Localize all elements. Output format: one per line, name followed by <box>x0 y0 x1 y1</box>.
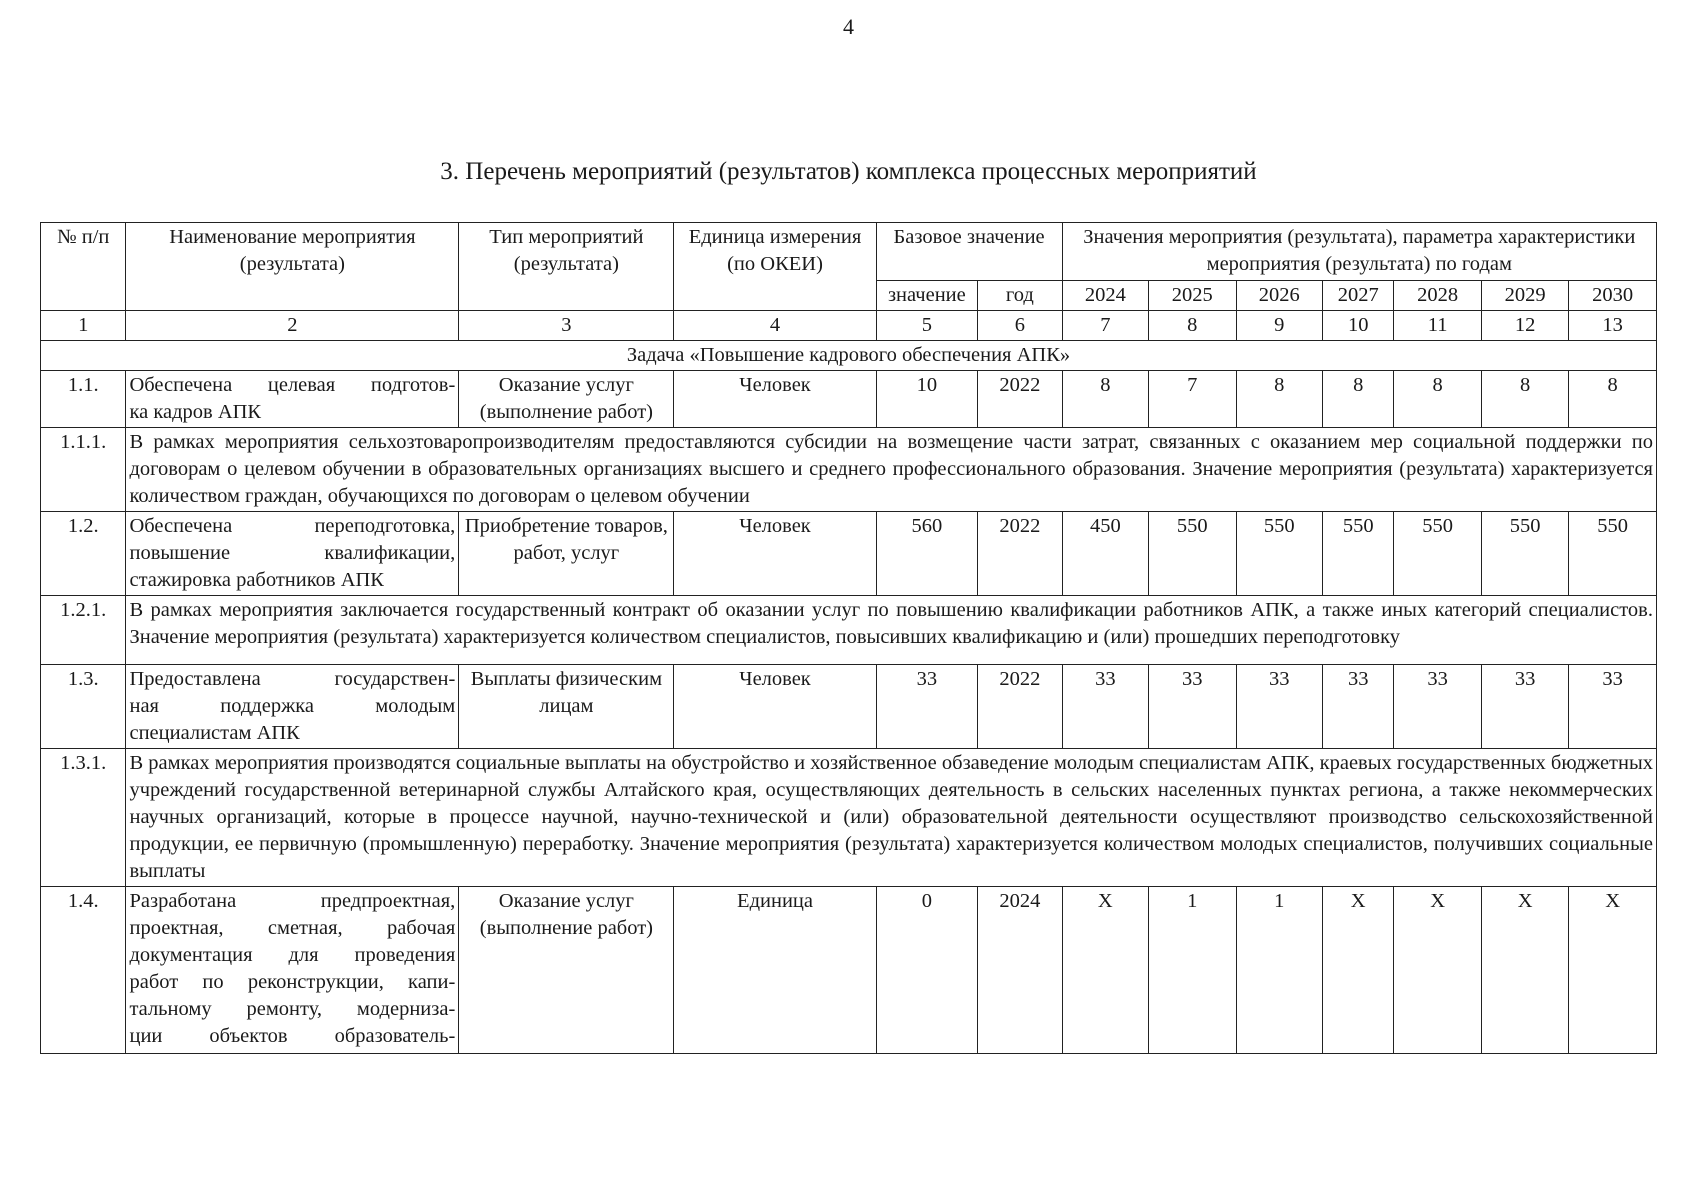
row-value: 1 <box>1149 887 1236 1054</box>
row-num: 1.4. <box>41 887 126 1054</box>
row-unit: Человек <box>674 665 876 749</box>
row-num: 1.1.1. <box>41 428 126 512</box>
header-base-year: год <box>978 281 1062 311</box>
row-value: 550 <box>1323 512 1394 596</box>
header-year: 2029 <box>1481 281 1568 311</box>
row-value: 33 <box>1481 665 1568 749</box>
activities-table <box>40 222 1657 1054</box>
table-row <box>41 428 1657 512</box>
row-base-value: 10 <box>876 371 978 428</box>
row-name-line: специалистам АПК <box>129 722 300 744</box>
row-value: 1 <box>1236 887 1322 1054</box>
col-number: 6 <box>978 311 1062 341</box>
row-name-line: ка кадров АПК <box>129 401 262 423</box>
row-num: 1.2. <box>41 512 126 596</box>
row-value: 8 <box>1394 371 1481 428</box>
row-value: 550 <box>1149 512 1236 596</box>
header-name: Наименование мероприятия (результата) <box>126 223 459 311</box>
row-type: Приобретение товаров, работ, услуг <box>459 512 674 596</box>
row-num: 1.3. <box>41 665 126 749</box>
row-name-line: Обеспечена переподготовка, <box>129 515 456 537</box>
row-base-year: 2022 <box>978 665 1062 749</box>
row-name-line: ции объектов образователь- <box>129 1025 456 1047</box>
header-base-value: значение <box>876 281 978 311</box>
col-number: 8 <box>1149 311 1236 341</box>
row-value: 33 <box>1394 665 1481 749</box>
table-row <box>41 512 1657 596</box>
page-number: 4 <box>843 14 854 39</box>
row-name-line: повышение квалификации, <box>129 542 456 564</box>
col-number: 9 <box>1236 311 1322 341</box>
task-row <box>41 341 1657 371</box>
row-unit: Единица <box>674 887 876 1054</box>
row-name-line: Разработана предпроектная, <box>129 890 456 912</box>
row-value: 33 <box>1569 665 1657 749</box>
col-number: 12 <box>1481 311 1568 341</box>
row-unit: Человек <box>674 512 876 596</box>
row-name-line: тальному ремонту, модерниза- <box>129 998 456 1020</box>
header-type: Тип мероприятий (результата) <box>459 223 674 311</box>
row-name <box>126 371 459 428</box>
row-type: Выплаты физическим лицам <box>459 665 674 749</box>
row-name-line: ная поддержка молодым <box>129 695 456 717</box>
row-num: 1.2.1. <box>41 596 126 665</box>
row-value: 8 <box>1323 371 1394 428</box>
row-description: В рамках мероприятия заключается государственный контракт об оказании услуг по повышению квалификации работников АПК, а также иных категорий специалистов. Значение мероприятия (результата) характеризуется количеством специалистов, повысивших квалификацию и (или) прошедших переподготовку <box>126 596 1657 665</box>
row-name <box>126 512 459 596</box>
row-base-year: 2022 <box>978 512 1062 596</box>
col-number: 7 <box>1062 311 1148 341</box>
row-base-year: 2022 <box>978 371 1062 428</box>
row-value: 450 <box>1062 512 1148 596</box>
header-row-1 <box>41 223 1657 281</box>
table-row <box>41 596 1657 665</box>
header-year: 2028 <box>1394 281 1481 311</box>
row-name-line: проектная, сметная, рабочая <box>129 917 456 939</box>
row-type: Оказание услуг (выполнение работ) <box>459 887 674 1054</box>
row-unit: Человек <box>674 371 876 428</box>
header-year: 2030 <box>1569 281 1657 311</box>
row-value: Х <box>1062 887 1148 1054</box>
row-value: 8 <box>1569 371 1657 428</box>
col-number: 11 <box>1394 311 1481 341</box>
col-number: 1 <box>41 311 126 341</box>
row-value: 8 <box>1062 371 1148 428</box>
col-number: 10 <box>1323 311 1394 341</box>
header-num: № п/п <box>41 223 126 311</box>
row-name <box>126 887 459 1054</box>
row-name-line: документация для проведения <box>129 944 456 966</box>
col-number: 2 <box>126 311 459 341</box>
row-value: 550 <box>1569 512 1657 596</box>
row-num: 1.3.1. <box>41 749 126 887</box>
table-row <box>41 665 1657 749</box>
header-year: 2025 <box>1149 281 1236 311</box>
header-base: Базовое значение <box>876 223 1062 281</box>
section-title: 3. Перечень мероприятий (результатов) комплекса процессных мероприятий <box>440 158 1257 185</box>
row-value: 8 <box>1236 371 1322 428</box>
row-value: 33 <box>1062 665 1148 749</box>
row-value: 33 <box>1323 665 1394 749</box>
header-year: 2024 <box>1062 281 1148 311</box>
col-number: 4 <box>674 311 876 341</box>
row-base-value: 560 <box>876 512 978 596</box>
col-number: 3 <box>459 311 674 341</box>
row-name-line: Обеспечена целевая подготов- <box>129 374 456 396</box>
row-num: 1.1. <box>41 371 126 428</box>
row-description: В рамках мероприятия производятся социальные выплаты на обустройство и хозяйственное обзаведение молодым специалистам АПК, краевых государственных бюджетных учреждений государственной ветеринарной службы Алтайского края, осуществляющих деятельность в сельских населенных пунктах региона, а также некоммерческих научных организаций, которые в процессе научной, научно-технической и (или) образовательной деятельности осуществляют производство сельскохозяйственной продукции, ее первичную (промышленную) переработку. Значение мероприятия (результата) характеризуется количеством молодых специалистов, получивших социальные выплаты <box>126 749 1657 887</box>
row-base-value: 33 <box>876 665 978 749</box>
row-type: Оказание услуг (выполнение работ) <box>459 371 674 428</box>
row-value: 8 <box>1481 371 1568 428</box>
row-value: 33 <box>1149 665 1236 749</box>
header-values: Значения мероприятия (результата), параметра характеристики мероприятия (результата) по годам <box>1062 223 1656 281</box>
row-value: Х <box>1569 887 1657 1054</box>
column-numbers-row <box>41 311 1657 341</box>
row-description: В рамках мероприятия сельхозтоваропроизводителям предоставляются субсидии на возмещение части затрат, связанных с оказанием мер социальной поддержки по договорам о целевом обучении в образовательных организациях высшего и среднего профессионального образования. Значение мероприятия (результата) характеризуется количеством граждан, обучающихся по договорам о целевом обучении <box>126 428 1657 512</box>
row-value: Х <box>1323 887 1394 1054</box>
row-value: 7 <box>1149 371 1236 428</box>
row-value: 550 <box>1481 512 1568 596</box>
row-name-line: Предоставлена государствен- <box>129 668 456 690</box>
row-value: 550 <box>1394 512 1481 596</box>
header-year: 2026 <box>1236 281 1322 311</box>
task-title: Задача «Повышение кадрового обеспечения АПК» <box>41 341 1657 371</box>
table-row <box>41 887 1657 1054</box>
table-row <box>41 749 1657 887</box>
row-base-value: 0 <box>876 887 978 1054</box>
row-value: Х <box>1394 887 1481 1054</box>
row-value: Х <box>1481 887 1568 1054</box>
row-name <box>126 665 459 749</box>
header-year: 2027 <box>1323 281 1394 311</box>
col-number: 13 <box>1569 311 1657 341</box>
table-row <box>41 371 1657 428</box>
row-value: 33 <box>1236 665 1322 749</box>
col-number: 5 <box>876 311 978 341</box>
row-value: 550 <box>1236 512 1322 596</box>
header-unit: Единица измерения (по ОКЕИ) <box>674 223 876 311</box>
row-name-line: работ по реконструкции, капи- <box>129 971 456 993</box>
row-base-year: 2024 <box>978 887 1062 1054</box>
row-name-line: стажировка работников АПК <box>129 569 384 591</box>
